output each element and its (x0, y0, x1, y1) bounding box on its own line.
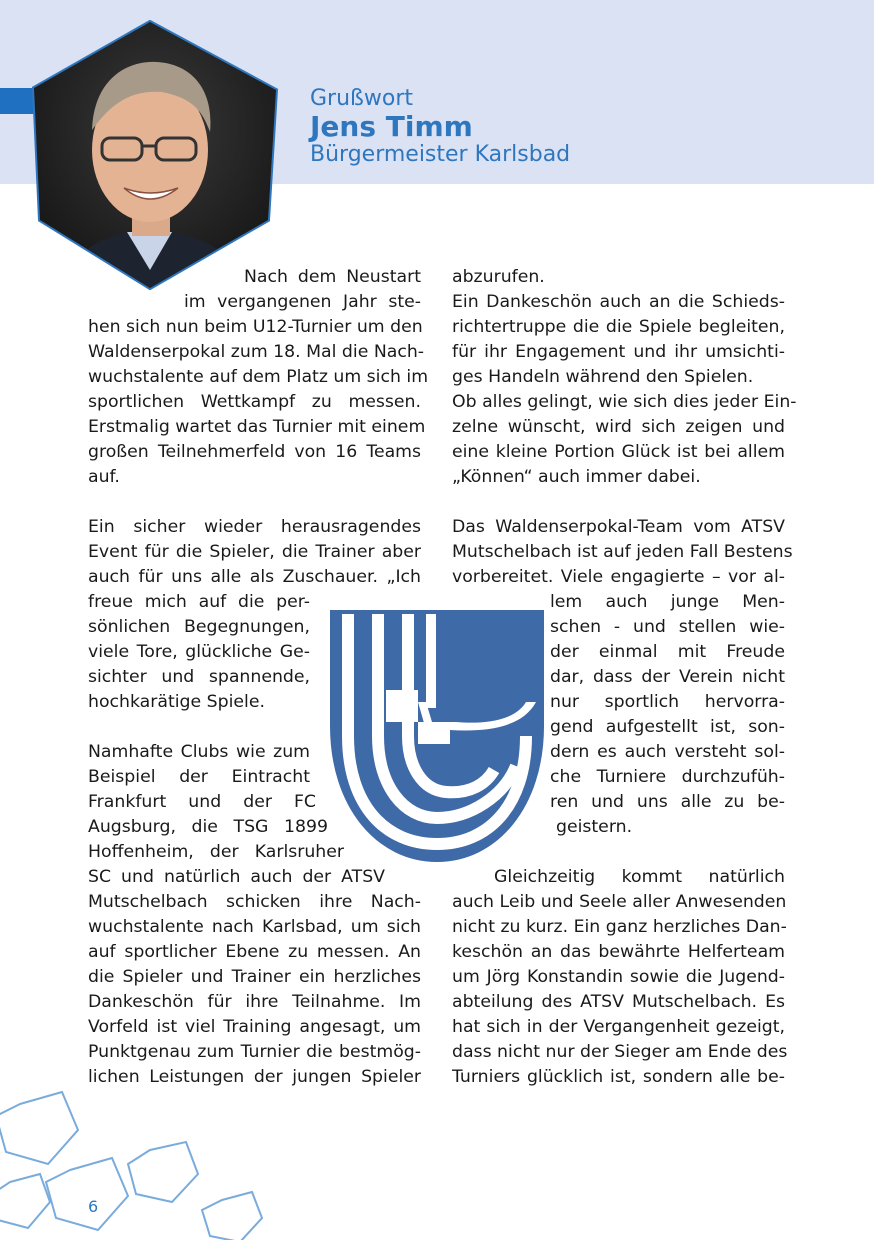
text-line: nicht zu kurz. Ein ganz herzliches Dan- (452, 917, 787, 937)
text-line: sönlichen Begegnungen, (88, 617, 310, 637)
text-line: dern es auch versteht sol- (550, 742, 785, 762)
hexagon-decoration (0, 1090, 300, 1240)
text-line: dar, dass der Verein nicht (550, 667, 785, 687)
paragraph (452, 265, 797, 490)
text-line: wuchstalente nach Karlsbad, um sich (88, 917, 421, 937)
text-line: Turniers glücklich ist, sondern alle be- (452, 1067, 785, 1087)
text-line: ges Handeln während den Spielen. (452, 367, 754, 387)
text-line: im vergangenen Jahr ste- (184, 292, 421, 312)
text-line: richtertruppe die die Spiele begleiten, (452, 317, 785, 337)
text-line: zelne wünscht, wird sich zeigen und (452, 417, 785, 437)
kicker: Grußwort (310, 86, 414, 111)
text-line: schen - und stellen wie- (550, 617, 785, 637)
author-role: Bürgermeister Karlsbad (310, 142, 571, 167)
text-line: Event für die Spieler, die Trainer aber (88, 542, 421, 562)
text-line: Nach dem Neustart (244, 267, 421, 287)
text-line: Waldenserpokal zum 18. Mal die Nach- (88, 342, 425, 362)
text-line: eine kleine Portion Glück ist bei allem (452, 442, 785, 462)
text-line: Ein Dankeschön auch an die Schieds- (452, 292, 785, 312)
text-line: nur sportlich hervorra- (550, 692, 785, 712)
text-line: abteilung des ATSV Mutschelbach. Es (452, 992, 785, 1012)
text-line: dass nicht nur der Sieger am Ende des (452, 1042, 788, 1062)
text-line: die Spieler und Trainer ein herzliches (88, 967, 421, 987)
text-line: Ein sicher wieder herausragendes (88, 517, 421, 537)
author-name: Jens Timm (310, 110, 473, 143)
text-line: Dankeschön für ihre Teilnahme. Im (88, 992, 421, 1012)
text-line: ren und uns alle zu be- (550, 792, 785, 812)
text-line: keschön an das bewährte Helferteam (452, 942, 785, 962)
paragraph (452, 865, 788, 1090)
text-line: wuchstalente auf dem Platz um sich im (88, 367, 429, 387)
text-line: Vorfeld ist viel Training angesagt, um (88, 1017, 421, 1037)
text-line: freue mich auf die per- (88, 592, 310, 612)
text-line: sportlichen Wettkampf zu messen. (88, 392, 421, 412)
text-line: hat sich in der Vergangenheit gezeigt, (452, 1017, 785, 1037)
title-block (310, 86, 570, 168)
text-line: geistern. (556, 817, 633, 837)
text-line: gend aufgestellt ist, son- (550, 717, 785, 737)
text-line: hen sich nun beim U12-Turnier um den (88, 317, 423, 337)
page-number: 6 (88, 1197, 99, 1216)
text-line: Ob alles gelingt, wie sich dies jeder Ein- (452, 392, 797, 412)
text-line: Augsburg, die TSG 1899 (88, 817, 328, 837)
text-line: lichen Leistungen der jungen Spieler (88, 1067, 421, 1087)
text-line: che Turniere durchzufüh- (550, 767, 785, 787)
portrait-photo (32, 20, 282, 290)
text-line: abzurufen. (452, 267, 545, 287)
text-line: Beispiel der Eintracht (88, 767, 310, 787)
text-line: hochkarätige Spiele. (88, 692, 265, 712)
text-line: Mutschelbach schicken ihre Nach- (88, 892, 421, 912)
text-line: Gleichzeitig kommt natürlich (494, 867, 785, 887)
text-line: auch Leib und Seele aller Anwesenden (452, 892, 787, 912)
text-line: lem auch junge Men- (550, 592, 785, 612)
text-line: der einmal mit Freude (550, 642, 785, 662)
text-line: Namhafte Clubs wie zum (88, 742, 310, 762)
text-line: auf sportlicher Ebene zu messen. An (88, 942, 421, 962)
text-line: für ihr Engagement und ihr umsichti- (452, 342, 785, 362)
text-line: viele Tore, glückliche Ge- (88, 642, 310, 662)
text-line: „Können“ auch immer dabei. (452, 467, 701, 487)
text-line: Mutschelbach ist auf jeden Fall Bestens (452, 542, 793, 562)
club-logo (326, 606, 548, 866)
text-line: großen Teilnehmerfeld von 16 Teams (88, 442, 421, 462)
paragraph (88, 265, 429, 490)
text-line: SC und natürlich auch der ATSV (88, 867, 385, 887)
text-line: Frankfurt und der FC (88, 792, 316, 812)
text-line: vorbereitet. Viele engagierte – vor al- (452, 567, 785, 587)
text-line: Erstmalig wartet das Turnier mit einem (88, 417, 426, 437)
text-line: Hoffenheim, der Karlsruher (88, 842, 344, 862)
text-line: auf. (88, 467, 120, 487)
text-line: Das Waldenserpokal-Team vom ATSV (452, 517, 785, 537)
text-line: um Jörg Konstandin sowie die Jugend- (452, 967, 785, 987)
text-line: sichter und spannende, (88, 667, 310, 687)
text-line: auch für uns alle als Zuschauer. „Ich (88, 567, 421, 587)
text-line: Punktgenau zum Turnier die bestmög- (88, 1042, 421, 1062)
